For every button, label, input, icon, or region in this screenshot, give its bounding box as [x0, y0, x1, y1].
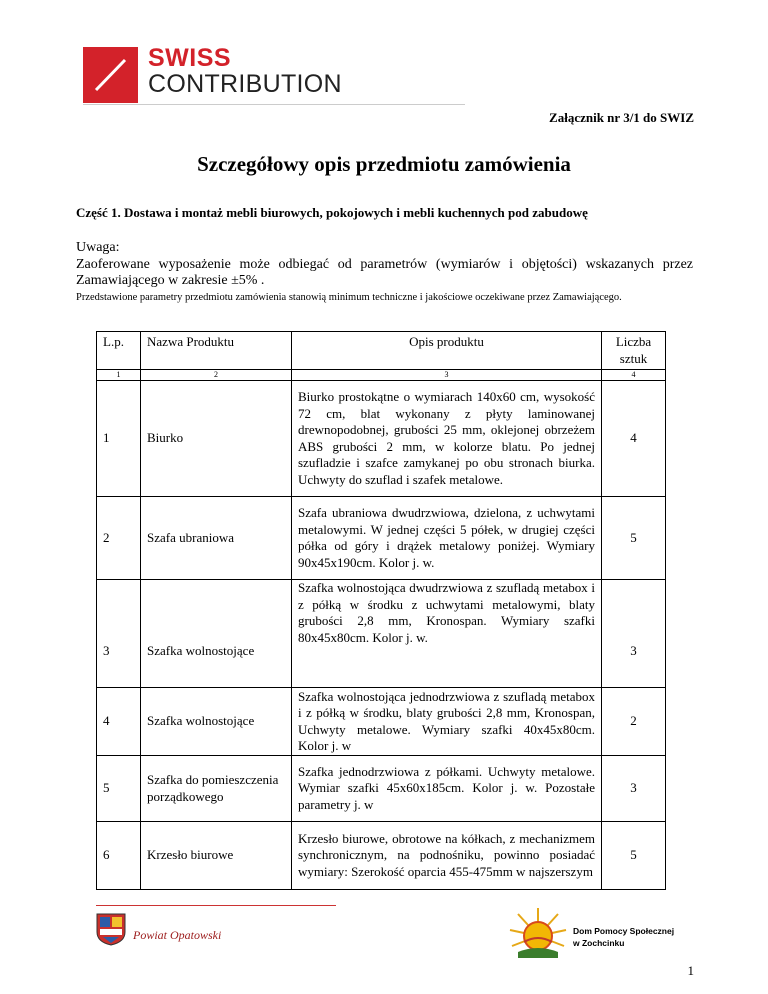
row-desc: Krzesło biurowe, obrotowe na kółkach, z mechanizmem synchronicznym, na podnośniku, powinno posiadać wymiary: Szerokość oparcia 455-475mm w najszerszym — [292, 822, 602, 890]
row-desc: Biurko prostokątne o wymiarach 140x60 cm, wysokość 72 cm, blat wykonany z płyty laminowanej drewnopodobnej, grubości 25 mm, oklejonej obrzeżem ABS grubości 2 mm, w kolorze blatu. Po jednej szufladzie i szafce zamykanej po obu stronach biurka. Uchwyty do szuflad i szafek metalowe. — [292, 381, 602, 497]
colnum-4: 4 — [602, 370, 666, 381]
header-lp: L.p. — [97, 332, 141, 370]
dps-sun-logo-icon — [508, 906, 568, 962]
footer-divider — [96, 905, 336, 906]
coat-of-arms-icon — [95, 912, 127, 946]
annex-label: Załącznik nr 3/1 do SWIZ — [549, 110, 694, 125]
header-desc: Opis produktu — [292, 332, 602, 370]
note-body: Zaoferowane wyposażenie może odbiegać od parametrów (wymiarów i objętości) wskazanych przez Zamawiającego w zakresie ±5% . — [76, 257, 693, 288]
row-name: Szafka wolnostojące — [141, 688, 292, 756]
row-desc: Szafka wolnostojąca dwudrzwiowa z szufladą metabox i z półką w środku z uchwytami metalowymi, blaty grubości 2,8 mm, Kronospan. Wymiary szafki 80x45x80cm. Kolor j. w. — [292, 580, 602, 688]
table-header-row — [97, 332, 666, 370]
row-name: Szafka wolnostojące — [141, 580, 292, 688]
row-qty: 2 — [602, 688, 666, 756]
colnum-3: 3 — [292, 370, 602, 381]
note-label: Uwaga: — [76, 240, 120, 255]
table-row — [97, 381, 666, 497]
row-lp: 3 — [97, 580, 141, 688]
row-lp: 5 — [97, 756, 141, 822]
powiat-label: Powiat Opatowski — [133, 928, 222, 942]
header-divider — [83, 104, 465, 105]
row-name: Szafa ubraniowa — [141, 497, 292, 580]
row-lp: 4 — [97, 688, 141, 756]
header-qty: Liczba sztuk — [602, 332, 666, 370]
row-lp: 1 — [97, 381, 141, 497]
items-table — [96, 331, 666, 890]
row-desc: Szafka jednodrzwiowa z półkami. Uchwyty metalowe. Wymiar szafki 45x60x185cm. Kolor j. w. Pozostałe parametry j. w — [292, 756, 602, 822]
logo-text-swiss: SWISS — [148, 44, 232, 72]
row-qty: 3 — [602, 756, 666, 822]
note-small: Przedstawione parametry przedmiotu zamówienia stanowią minimum techniczne i jakościowe oczekiwane przez Zamawiającego. — [76, 292, 622, 303]
table-row — [97, 822, 666, 890]
table-row — [97, 756, 666, 822]
row-qty: 3 — [602, 580, 666, 688]
table-row — [97, 497, 666, 580]
row-desc: Szafa ubraniowa dwudrzwiowa, dzielona, z uchwytami metalowymi. W jednej części 5 półek, w drugiej części półka od góry i drążek metalowy poniżej. Wymiary 90x45x190cm. Kolor j. w. — [292, 497, 602, 580]
table-number-row — [97, 370, 666, 381]
table-row — [97, 580, 666, 688]
page-title: Szczegółowy opis przedmiotu zamówienia — [197, 152, 571, 176]
row-lp: 6 — [97, 822, 141, 890]
colnum-1: 1 — [97, 370, 141, 381]
dps-name-line1: Dom Pomocy Społecznej — [573, 926, 675, 936]
row-lp: 2 — [97, 497, 141, 580]
page-number: 1 — [687, 963, 694, 978]
dps-name-line2: w Zochcinku — [573, 938, 625, 948]
row-name: Biurko — [141, 381, 292, 497]
header-name: Nazwa Produktu — [141, 332, 292, 370]
logo-arrow-icon — [83, 47, 138, 103]
row-qty: 5 — [602, 497, 666, 580]
row-qty: 4 — [602, 381, 666, 497]
row-name: Krzesło biurowe — [141, 822, 292, 890]
row-qty: 5 — [602, 822, 666, 890]
row-desc: Szafka wolnostojąca jednodrzwiowa z szufladą metabox i z półką w środku, blaty grubości 2,8 mm, Kronospan, Uchwyty metalowe. Wymiary szafki 40x45x80cm. Kolor j. w — [292, 688, 602, 756]
table-row — [97, 688, 666, 756]
row-name: Szafka do pomieszczenia porządkowego — [141, 756, 292, 822]
swiss-contribution-logo-mark — [83, 47, 138, 103]
logo-text-contribution: CONTRIBUTION — [148, 70, 342, 98]
part-heading: Część 1. Dostawa i montaż mebli biurowych, pokojowych i mebli kuchennych pod zabudowę — [76, 205, 588, 220]
colnum-2: 2 — [141, 370, 292, 381]
